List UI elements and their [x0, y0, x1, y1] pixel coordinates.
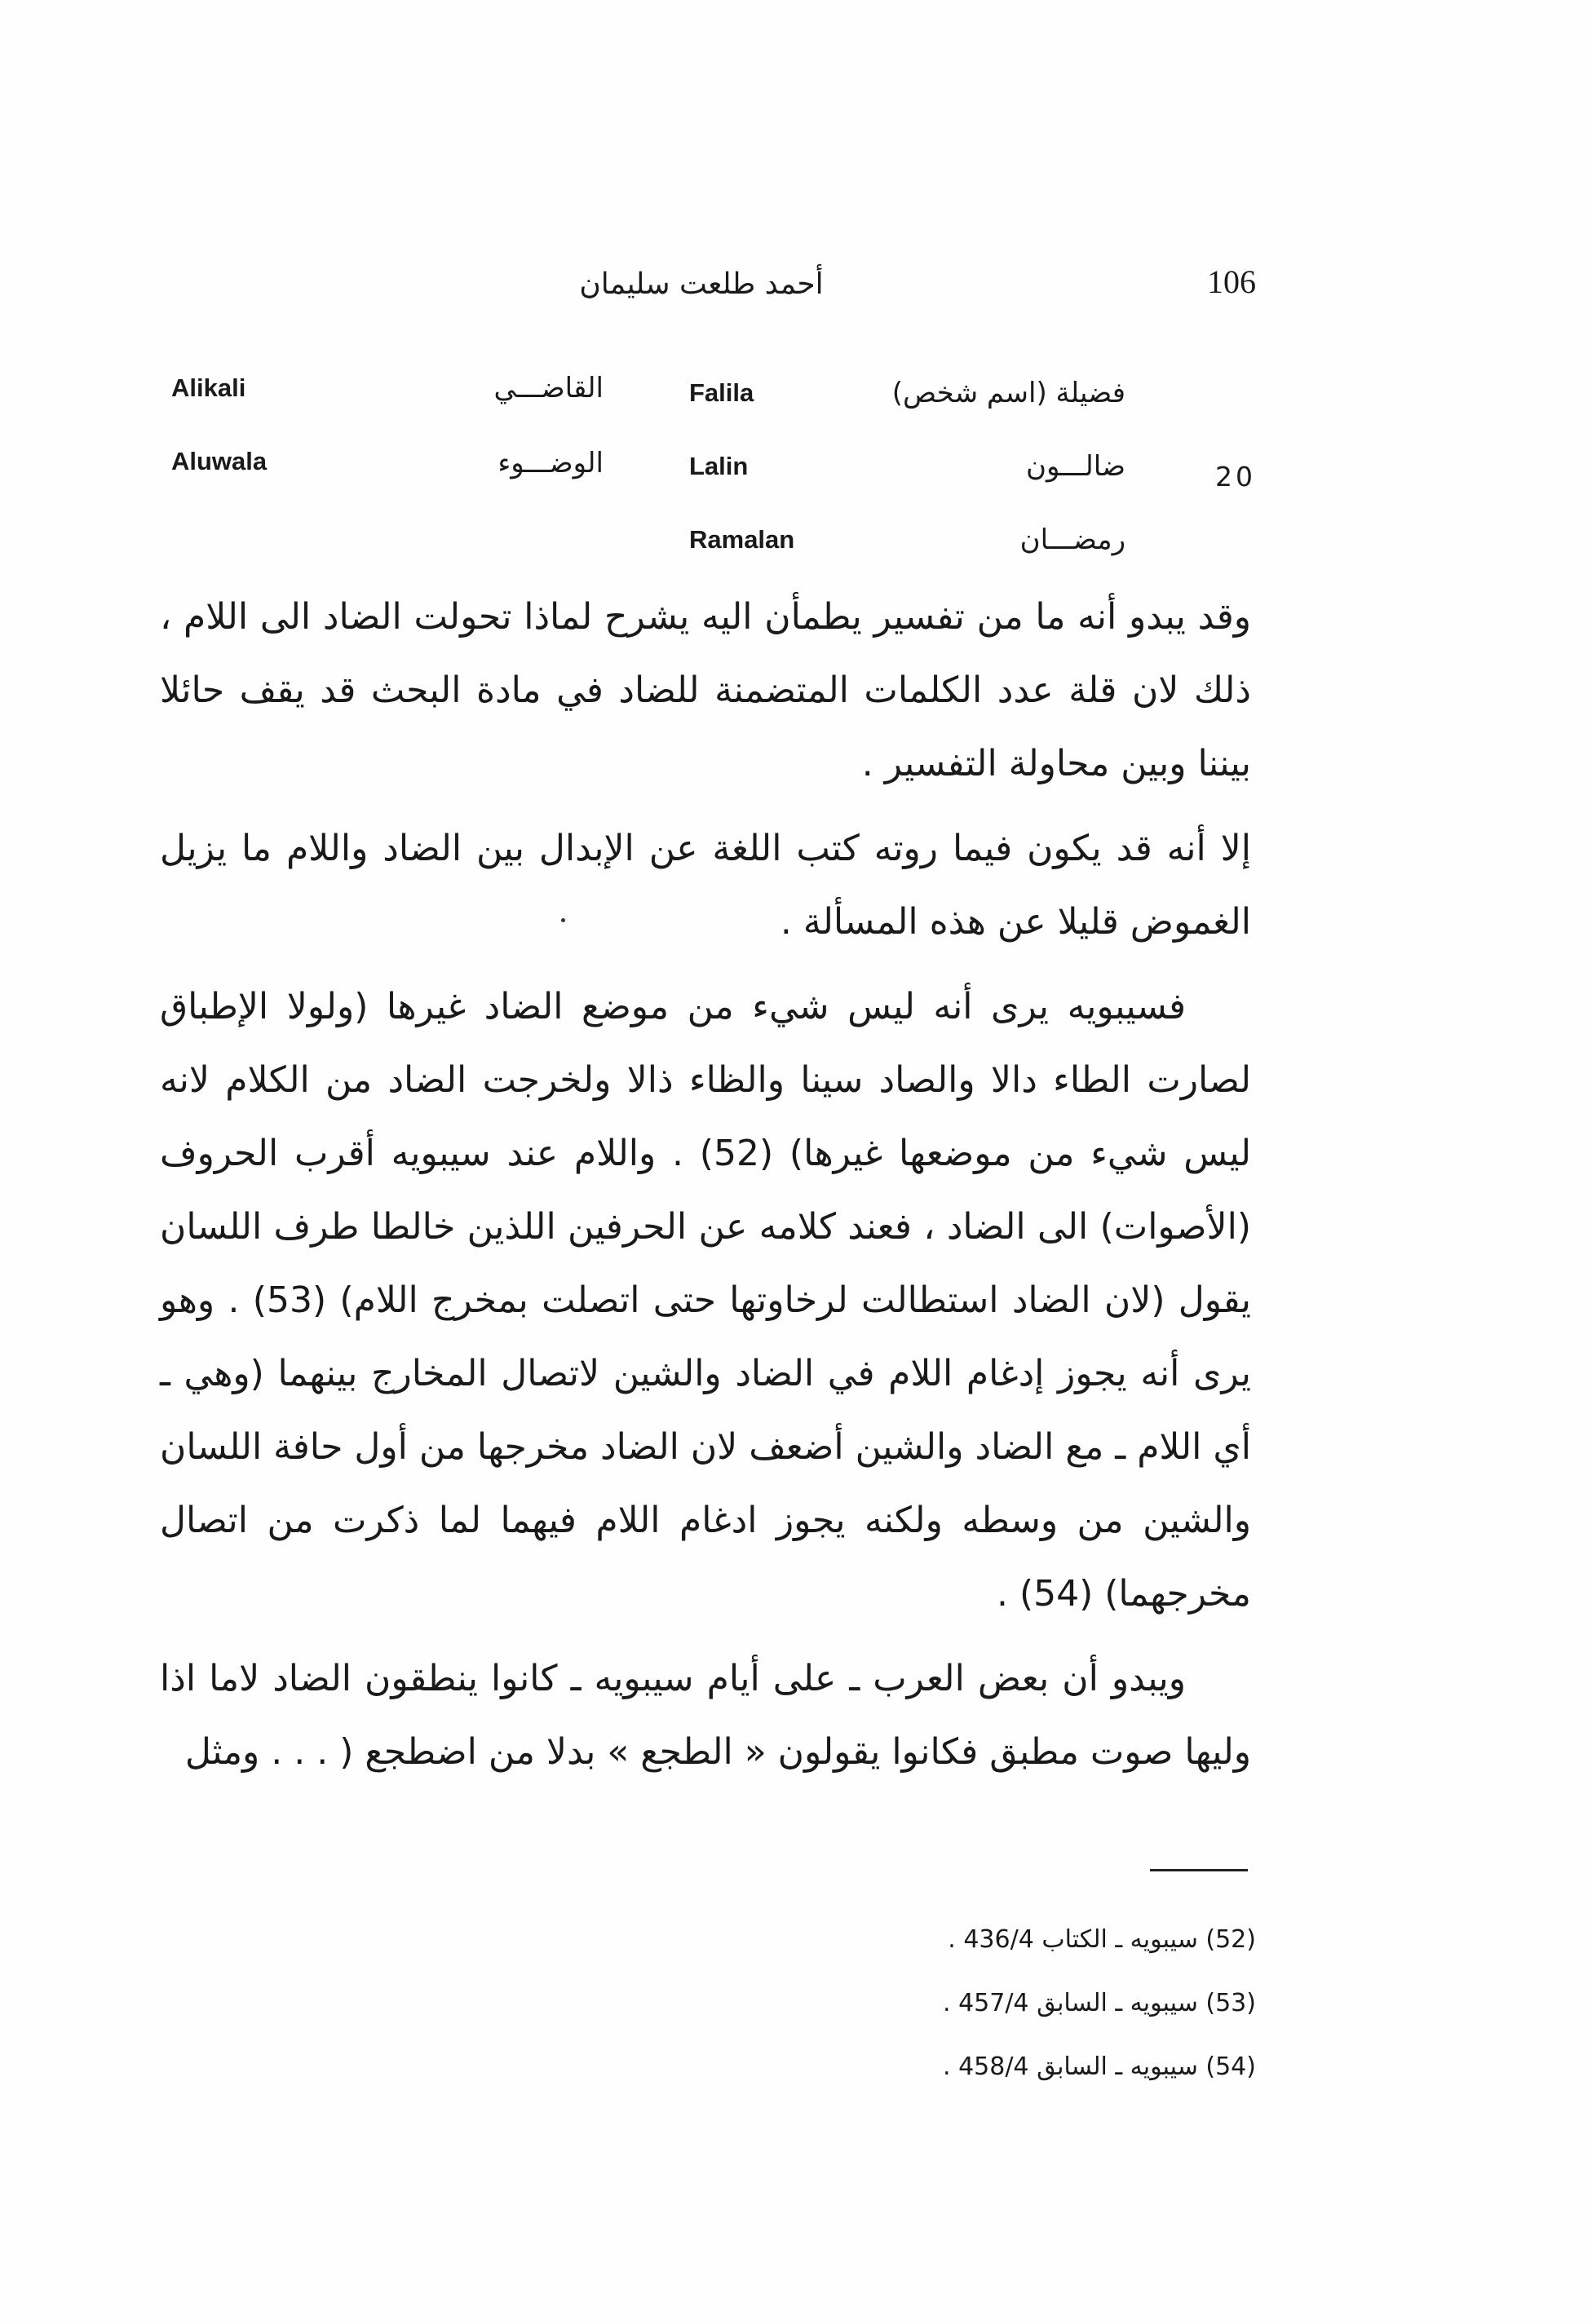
word-table-arabic-1-row-2: ضالـــون	[1025, 450, 1125, 483]
line-number: 20	[1215, 461, 1256, 493]
footnote-54: (54) سيبويه ـ السابق 458/4 .	[942, 2052, 1256, 2081]
word-table-latin-2-row-2: Aluwala	[171, 447, 268, 475]
word-table-arabic-2-row-2: الوضـــوء	[498, 447, 604, 479]
word-table-arabic-2-row-1: القاضـــي	[493, 372, 604, 404]
footnote-separator	[1150, 1869, 1248, 1871]
page-number: 106	[1207, 263, 1256, 300]
footnote-52: (52) سيبويه ـ الكتاب 436/4 .	[948, 1925, 1256, 1954]
word-table-arabic-1-row-3: رمضـــان	[1019, 524, 1125, 556]
word-table-arabic-1-row-1: فضيلة (اسم شخص)	[891, 377, 1125, 409]
word-table-latin-1-row-3: Ramalan	[689, 525, 795, 554]
paragraph-2: إلا أنه قد يكون فيما روته كتب اللغة عن الإبدال بين الضاد واللام ما يزيل الغموض قليلا عن هذه المسألة .	[160, 828, 1251, 943]
word-table-latin-1-row-1: Falila	[689, 378, 754, 407]
paragraph-1: وقد يبدو أنه ما من تفسير يطمأن اليه يشرح لماذا تحولت الضاد الى اللام ، ذلك لان قلة عدد الكلمات المتضمنة للضاد في مادة البحث قد يقف حائلا بيننا وبين محاولة التفسير .	[160, 596, 1251, 784]
running-head: أحمد طلعت سليمان	[579, 267, 824, 301]
print-speck	[561, 918, 565, 922]
footnote-53: (53) سيبويه ـ السابق 457/4 .	[942, 1989, 1256, 2017]
footnotes	[734, 1908, 1256, 2099]
body-text	[160, 581, 1251, 1800]
word-table-latin-1-row-2: Lalin	[689, 452, 749, 480]
paragraph-4: ويبدو أن بعض العرب ـ على أيام سيبويه ـ كانوا ينطقون الضاد لاما اذا وليها صوت مطبق فكانوا يقولون « الطجع » بدلا من اضطجع ( . . . ومثل	[160, 1658, 1251, 1773]
word-table-latin-2-row-1: Alikali	[171, 373, 246, 402]
paragraph-3: فسيبويه يرى أنه ليس شيء من موضع الضاد غيرها (ولولا الإطباق لصارت الطاء دالا والصاد سينا والظاء ذالا ولخرجت الضاد من الكلام لانه ليس شيء من موضعها غيرها) (52) . واللام عند سيبويه أقرب الحروف (الأصوات) الى الضاد ، فعند كلامه عن الحرفين اللذين خالطا طرف اللسان يقول (لان الضاد استطالت لرخاوتها حتى اتصلت بمخرج اللام) (53) . وهو يرى أنه يجوز إدغام اللام في الضاد والشين لاتصال المخارج بينهما (وهي ـ أي اللام ـ مع الضاد والشين أضعف لان الضاد مخرجها من أول حافة اللسان والشين من وسطه ولكنه يجوز ادغام اللام فيهما لما ذكرت من اتصال مخرجهما) (54) .	[160, 986, 1252, 1615]
